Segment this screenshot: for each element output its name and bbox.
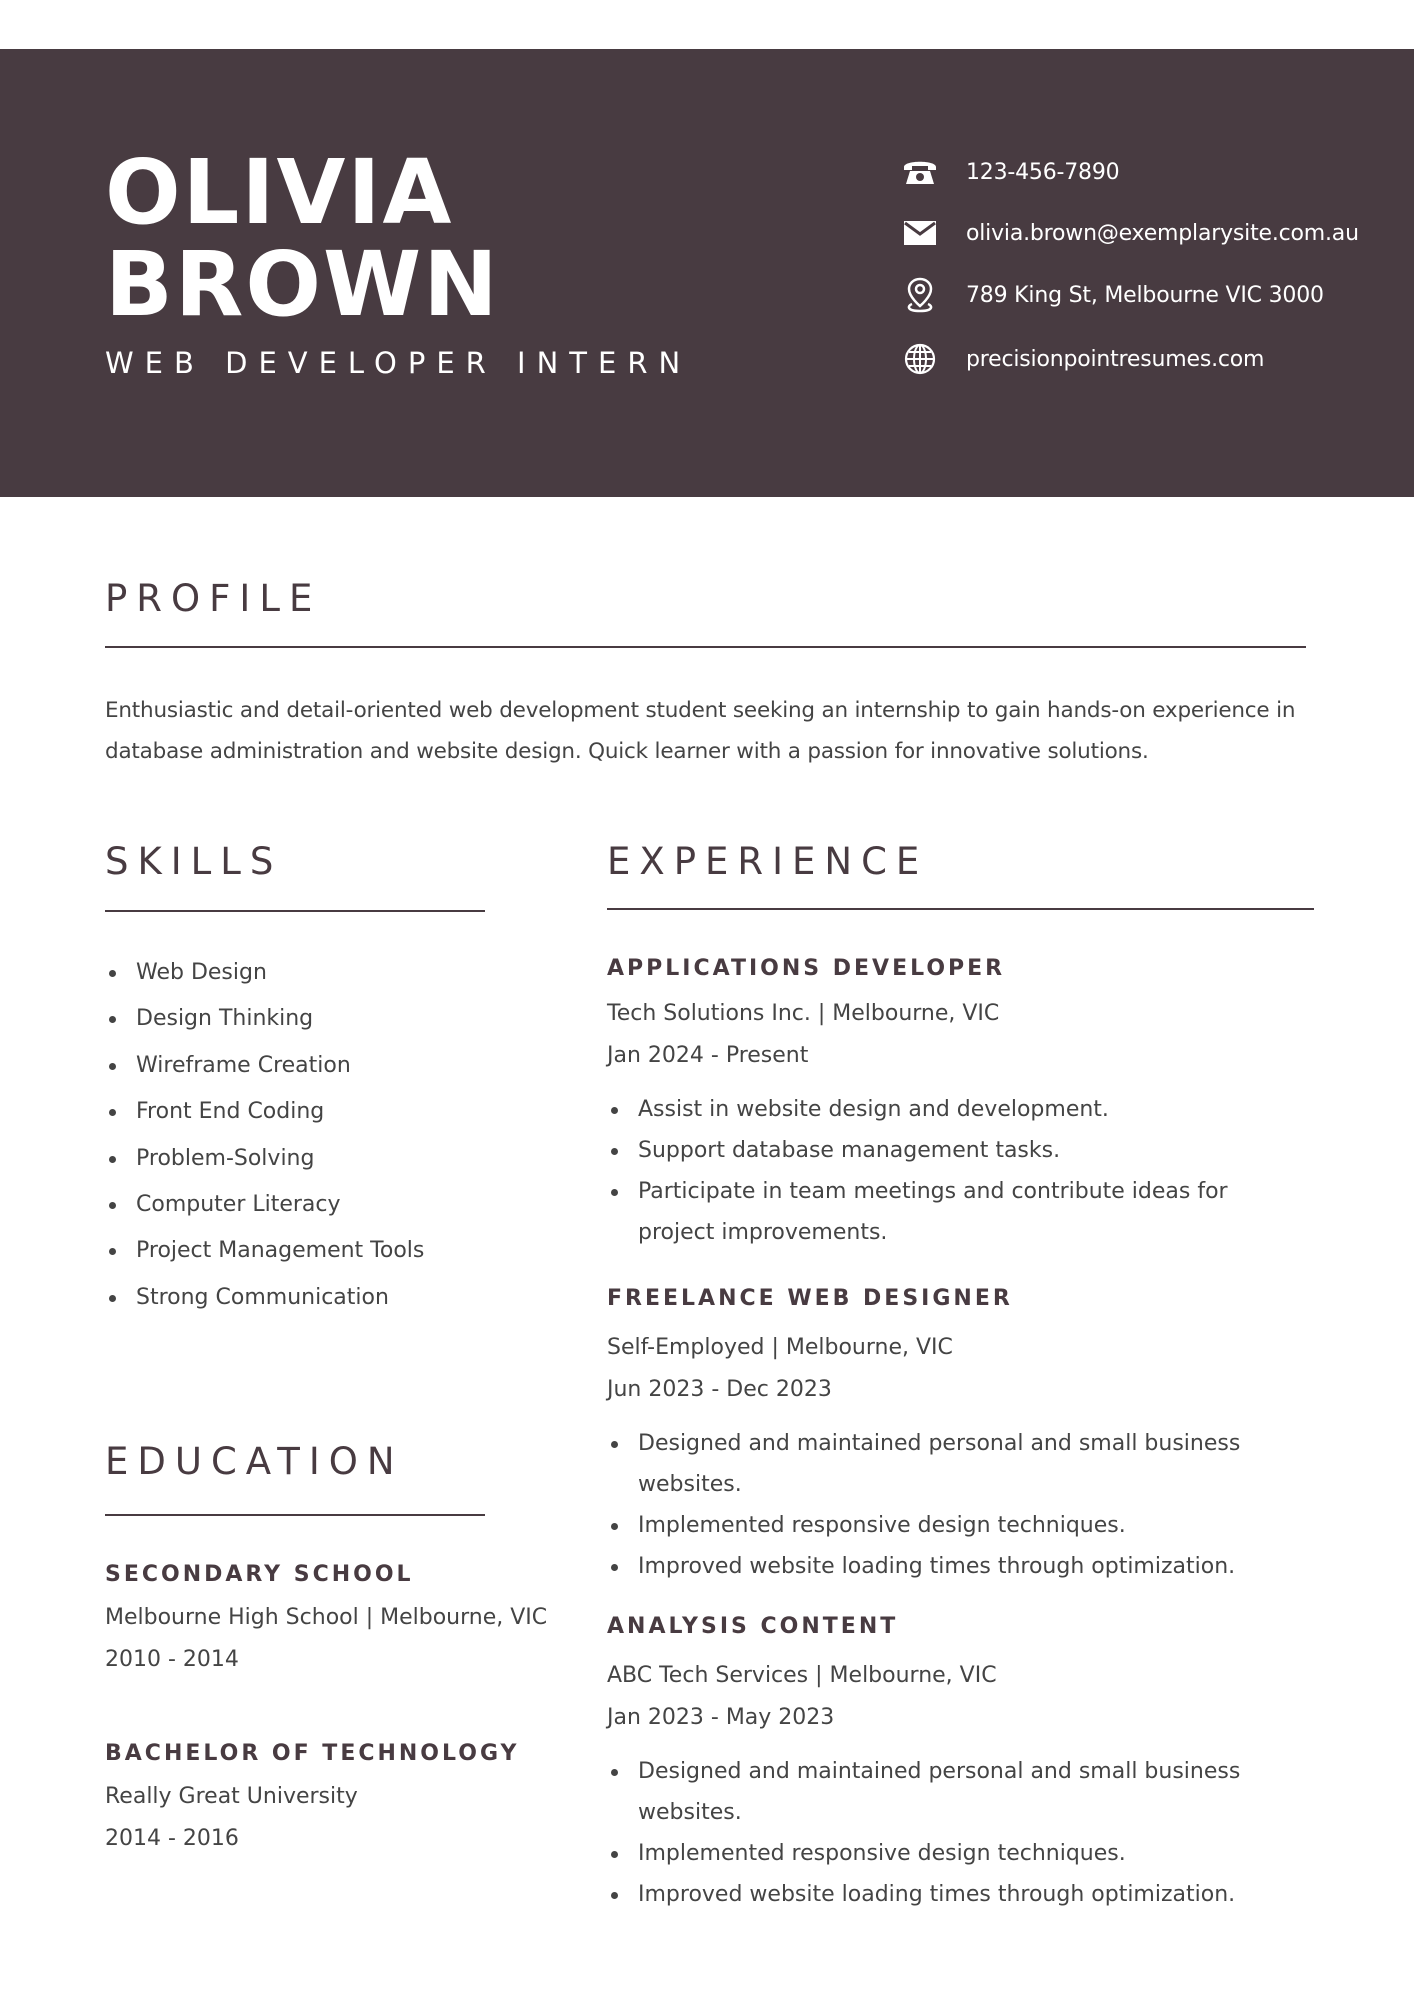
- skills-divider: [105, 910, 485, 912]
- skills-list: [105, 950, 424, 1321]
- list-item: Improved website loading times through optimization.: [607, 1546, 1327, 1587]
- profile-summary: Enthusiastic and detail-oriented web development student seeking an internship to gain hands-on experience in database administration and website design. Quick learner with a passion for innovative solutions.: [105, 698, 1296, 764]
- website-url: precisionpointresumes.com: [966, 346, 1265, 372]
- list-item: Project Management Tools: [105, 1228, 424, 1274]
- contact-website: [900, 339, 1264, 379]
- job-bullets: [607, 1089, 1327, 1253]
- job-company: ABC Tech Services | Melbourne, VIC: [607, 1663, 997, 1688]
- phone-icon: [900, 152, 940, 192]
- location-pin-icon: [900, 275, 940, 315]
- education-entry: [105, 1562, 547, 1681]
- job-entry: [607, 956, 1327, 1253]
- job-entry: [607, 1614, 1327, 1915]
- list-item: Front End Coding: [105, 1089, 424, 1135]
- job-bullets: [607, 1751, 1327, 1915]
- list-item: Participate in team meetings and contribute ideas for project improvements.: [607, 1171, 1287, 1253]
- list-item: Web Design: [105, 950, 424, 996]
- list-item: Computer Literacy: [105, 1182, 424, 1228]
- email-address: olivia.brown@exemplarysite.com.au: [966, 220, 1359, 246]
- skills-heading: SKILLS: [105, 840, 283, 883]
- first-name: OLIVIA: [105, 140, 454, 244]
- profile-divider: [105, 646, 1306, 648]
- candidate-name: [105, 140, 500, 336]
- education-years: 2014 - 2016: [105, 1826, 239, 1851]
- list-item: Designed and maintained personal and small business websites.: [607, 1423, 1327, 1505]
- education-years: 2010 - 2014: [105, 1647, 239, 1672]
- job-dates: Jan 2023 - May 2023: [607, 1705, 835, 1730]
- education-heading: EDUCATION: [105, 1440, 404, 1483]
- education-degree: BACHELOR OF TECHNOLOGY: [105, 1741, 520, 1766]
- list-item: Implemented responsive design techniques.: [607, 1505, 1327, 1546]
- list-item: Design Thinking: [105, 996, 424, 1042]
- job-position: FREELANCE WEB DESIGNER: [607, 1286, 1013, 1311]
- experience-divider: [607, 908, 1314, 910]
- list-item: Support database management tasks.: [607, 1130, 1327, 1171]
- job-title: WEB DEVELOPER INTERN: [105, 346, 692, 380]
- job-dates: Jun 2023 - Dec 2023: [607, 1377, 832, 1402]
- job-position: APPLICATIONS DEVELOPER: [607, 956, 1006, 981]
- profile-heading: PROFILE: [105, 577, 322, 620]
- job-company: Tech Solutions Inc. | Melbourne, VIC: [607, 1001, 1000, 1026]
- education-divider: [105, 1514, 485, 1516]
- list-item: Designed and maintained personal and small business websites.: [607, 1751, 1327, 1833]
- contact-phone: [900, 152, 1119, 192]
- list-item: Assist in website design and development.: [607, 1089, 1327, 1130]
- contact-email: [900, 213, 1359, 253]
- list-item: Problem-Solving: [105, 1136, 424, 1182]
- street-address: 789 King St, Melbourne VIC 3000: [966, 282, 1324, 308]
- education-entry: [105, 1741, 519, 1860]
- list-item: Implemented responsive design techniques.: [607, 1833, 1327, 1874]
- phone-number: 123-456-7890: [966, 159, 1120, 185]
- list-item: Wireframe Creation: [105, 1043, 424, 1089]
- envelope-icon: [900, 213, 940, 253]
- education-degree: SECONDARY SCHOOL: [105, 1562, 414, 1587]
- list-item: Strong Communication: [105, 1275, 424, 1321]
- last-name: BROWN: [105, 232, 500, 336]
- job-position: ANALYSIS CONTENT: [607, 1614, 899, 1639]
- contact-address: [900, 275, 1324, 315]
- globe-icon: [900, 339, 940, 379]
- experience-heading: EXPERIENCE: [607, 840, 929, 883]
- job-dates: Jan 2024 - Present: [607, 1043, 809, 1068]
- education-school: Melbourne High School | Melbourne, VIC: [105, 1605, 548, 1630]
- job-entry: [607, 1286, 1327, 1587]
- job-company: Self-Employed | Melbourne, VIC: [607, 1335, 953, 1360]
- list-item: Improved website loading times through optimization.: [607, 1874, 1327, 1915]
- education-school: Really Great University: [105, 1784, 358, 1809]
- job-bullets: [607, 1423, 1327, 1587]
